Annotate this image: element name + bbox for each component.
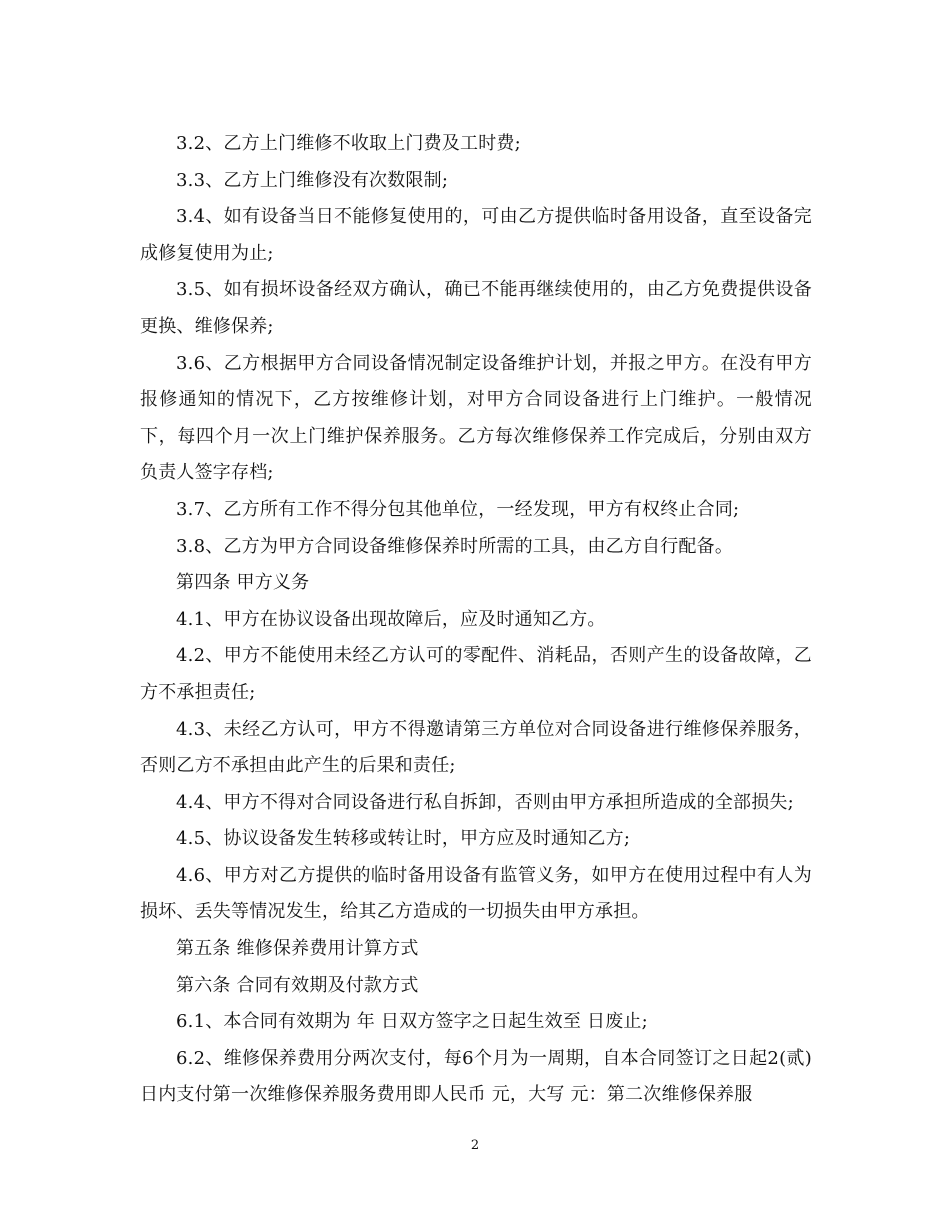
document-body xyxy=(140,126,812,1114)
paragraph-3-4: 3.4、如有设备当日不能修复使用的，可由乙方提供临时备用设备，直至设备完成修复使用为止; xyxy=(140,206,812,264)
paragraph-3-6: 3.6、乙方根据甲方合同设备情况制定设备维护计划，并报之甲方。在没有甲方报修通知的情况下，乙方按维修计划，对甲方合同设备进行上门维护。一般情况下，每四个月一次上门维护保养服务。乙方每次维修保养工作完成后，分别由双方负责人签字存档; xyxy=(140,352,812,484)
paragraph-6-2: 6.2、维修保养费用分两次支付，每6个月为一周期，自本合同签订之日起2(贰)日内支付第一次维修保养服务费用即人民币 元，大写 元：第二次维修保养服 xyxy=(140,1047,812,1106)
paragraph-4-2: 4.2、甲方不能使用未经乙方认可的零配件、消耗品，否则产生的设备故障，乙方不承担责任; xyxy=(140,645,812,703)
page-number: 2 xyxy=(470,1138,480,1153)
paragraph-4-6: 4.6、甲方对乙方提供的临时备用设备有监管义务，如甲方在使用过程中有人为损坏、丢失等情况发生，给其乙方造成的一切损失由甲方承担。 xyxy=(140,864,812,923)
paragraph-3-7: 3.7、乙方所有工作不得分包其他单位，一经发现，甲方有权终止合同; xyxy=(176,498,740,520)
paragraph-3-5: 3.5、如有损坏设备经双方确认，确已不能再继续使用的，由乙方免费提供设备更换、维修保养; xyxy=(140,279,812,337)
paragraph-4-3: 4.3、未经乙方认可，甲方不得邀请第三方单位对合同设备进行维修保养服务，否则乙方不承担由此产生的后果和责任; xyxy=(140,718,812,777)
paragraph-3-3: 3.3、乙方上门维修没有次数限制; xyxy=(176,169,449,191)
paragraph-3-2: 3.2、乙方上门维修不收取上门费及工时费; xyxy=(176,133,521,154)
paragraph-4-5: 4.5、协议设备发生转移或转让时，甲方应及时通知乙方; xyxy=(176,828,631,850)
section-heading-article-5: 第五条 维修保养费用计算方式 xyxy=(176,938,419,960)
paragraph-4-4: 4.4、甲方不得对合同设备进行私自拆卸，否则由甲方承担所造成的全部损失; xyxy=(176,791,794,813)
paragraph-6-1: 6.1、本合同有效期为 年 日双方签字之日起生效至 日废止; xyxy=(176,1011,648,1033)
paragraph-3-8: 3.8、乙方为甲方合同设备维修保养时所需的工具，由乙方自行配备。 xyxy=(176,535,734,557)
paragraph-4-1: 4.1、甲方在协议设备出现故障后，应及时通知乙方。 xyxy=(176,608,606,630)
section-heading-article-4: 第四条 甲方义务 xyxy=(176,572,310,594)
section-heading-article-6: 第六条 合同有效期及付款方式 xyxy=(176,974,419,996)
